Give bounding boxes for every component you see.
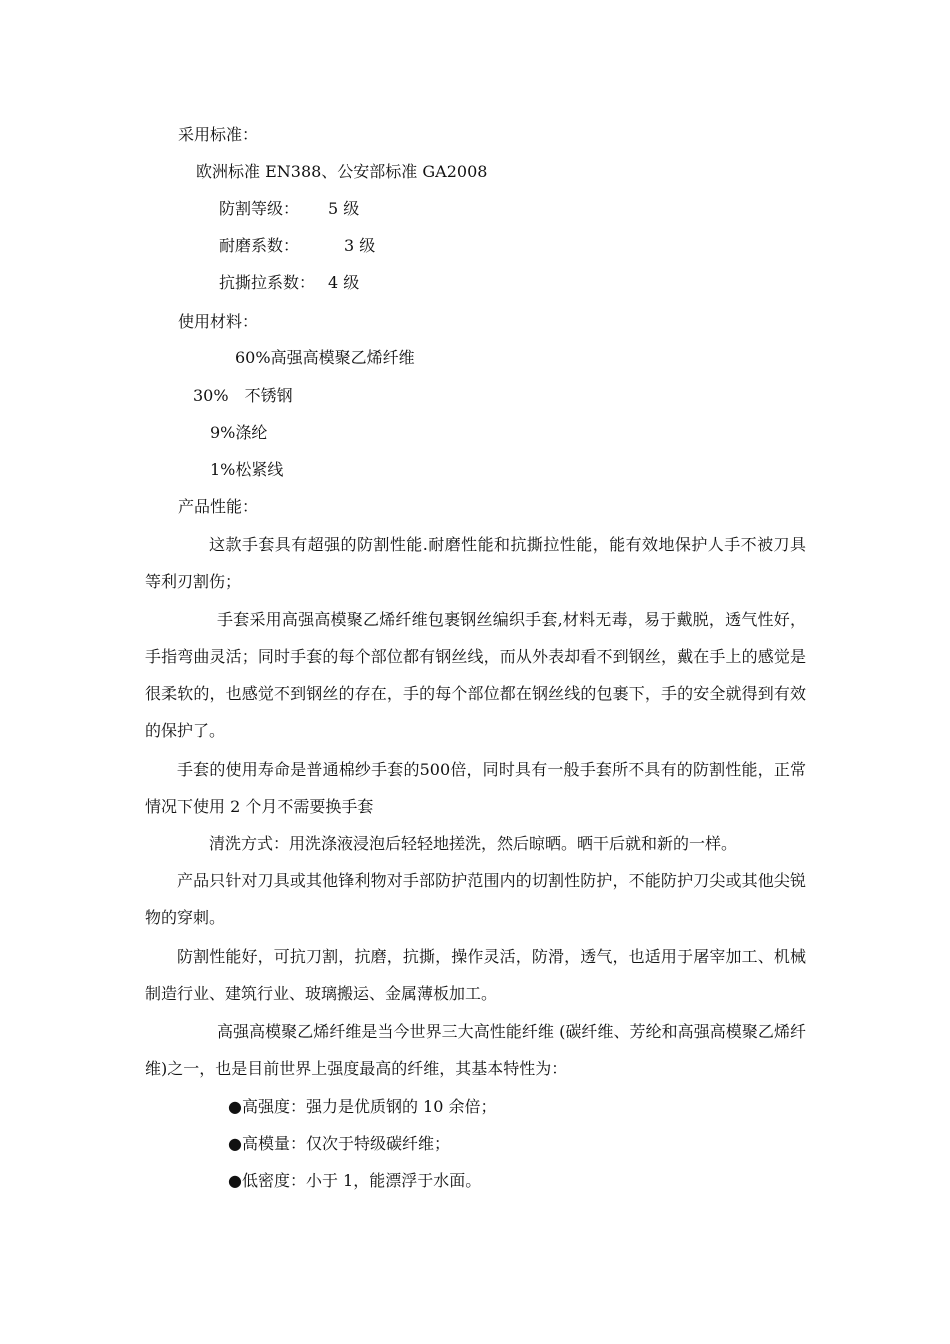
standard-label: 采用标准： (178, 125, 259, 144)
paragraph: 手套的使用寿命是普通棉纱手套的500倍，同时具有一般手套所不具有的防割性能，正常情况下使用 2 个月不需要换手套 (145, 760, 806, 816)
rating-row-cut (219, 199, 359, 219)
rating-row-tear (219, 273, 359, 293)
paragraph: 清洗方式：用洗涤液浸泡后轻轻地搓洗，然后晾晒。晒干后就和新的一样。 (209, 834, 738, 853)
material-item: 9%涤纶 (210, 423, 268, 442)
paragraph: 高强高模聚乙烯纤维是当今世界三大高性能纤维 (碳纤维、芳纶和高强高模聚乙烯纤维)之一，也是目前世界上强度最高的纤维，其基本特性为： (145, 1022, 806, 1078)
performance-label: 产品性能： (178, 497, 259, 516)
material-item: 30% 不锈钢 (193, 386, 293, 405)
rating-row-abrasion (219, 236, 375, 256)
paragraph: 手套采用高强高模聚乙烯纤维包裹钢丝编织手套,材料无毒，易于戴脱，透气性好，手指弯曲灵活；同时手套的每个部位都有钢丝线，而从外表却看不到钢丝，戴在手上的感觉是很柔软的，也感觉不到钢丝的存在，手的每个部位都在钢丝线的包裹下，手的安全就得到有效的保护了。 (145, 610, 806, 740)
bullet-item: ●高模量：仅次于特级碳纤维； (228, 1134, 450, 1153)
standard-value: 欧洲标准 EN388、公安部标准 GA2008 (196, 162, 488, 181)
material-item: 1%松紧线 (210, 460, 284, 479)
paragraph: 这款手套具有超强的防割性能.耐磨性能和抗撕拉性能，能有效地保护人手不被刀具等利刃割伤； (145, 535, 806, 591)
rating-value: 5 级 (328, 199, 360, 218)
rating-value: 3 级 (344, 236, 376, 255)
paragraph: 产品只针对刀具或其他锋利物对手部防护范围内的切割性防护，不能防护刀尖或其他尖锐物的穿刺。 (145, 871, 806, 927)
paragraph: 防割性能好，可抗刀割，抗磨，抗撕，操作灵活，防滑，透气，也适用于屠宰加工、机械制造行业、建筑行业、玻璃搬运、金属薄板加工。 (145, 947, 806, 1003)
material-item: 60%高强高模聚乙烯纤维 (235, 348, 415, 367)
bullet-item: ●高强度：强力是优质钢的 10 余倍； (228, 1097, 497, 1116)
bullet-item: ●低密度：小于 1，能漂浮于水面。 (228, 1171, 482, 1190)
rating-value: 4 级 (328, 273, 360, 292)
rating-label: 抗撕拉系数： (219, 273, 316, 292)
rating-label: 耐磨系数： (219, 236, 300, 255)
materials-label: 使用材料： (178, 312, 259, 331)
rating-label: 防割等级： (219, 199, 300, 218)
